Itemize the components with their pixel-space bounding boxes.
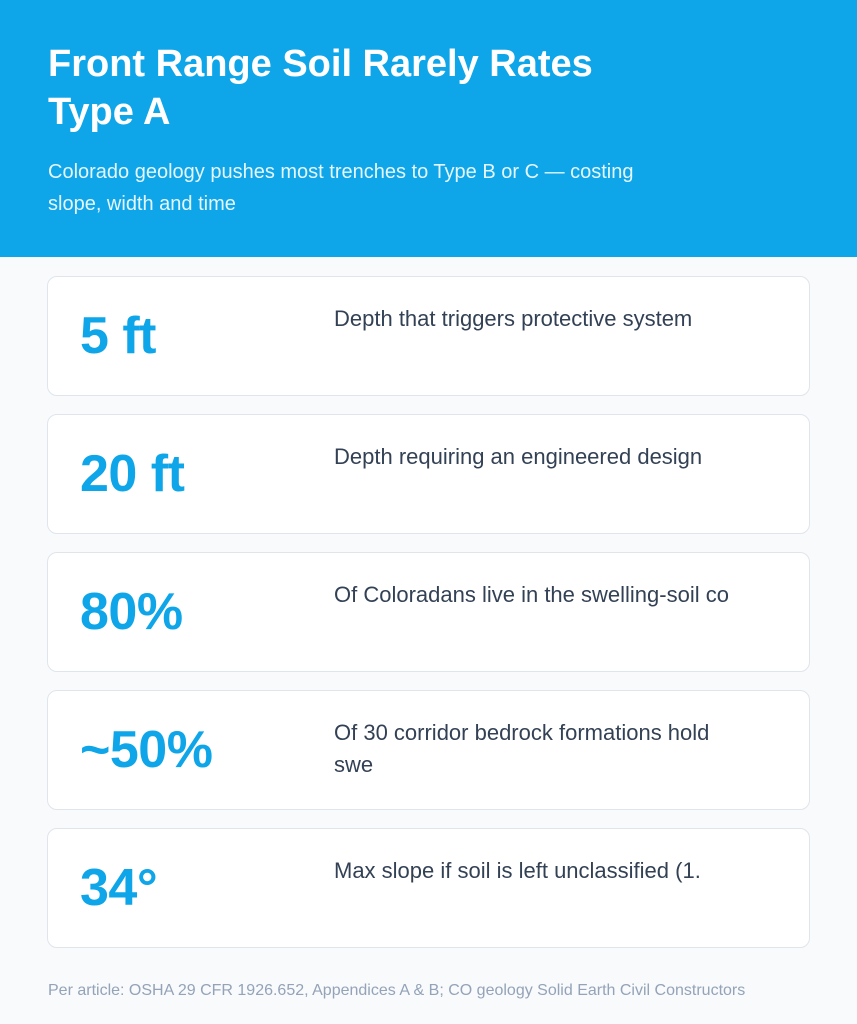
stat-card [47,828,810,948]
stat-value: 80% [80,583,183,641]
stat-value: 5 ft [80,307,156,365]
stat-card [47,690,810,810]
source-footnote: Per article: OSHA 29 CFR 1926.652, Appendices A & B; CO geology Solid Earth Civil Constructors [48,982,746,999]
stat-card-list [47,276,810,966]
header-banner [0,0,857,257]
stat-description: Depth requiring an engineered design [334,444,703,469]
stat-description: Of Coloradans live in the swelling-soil co [334,582,729,607]
stat-value: ~50% [80,721,213,779]
stat-value: 34° [80,859,158,917]
stat-value: 20 ft [80,445,185,503]
stat-card [47,276,810,396]
page-subtitle: Colorado geology pushes most trenches to Type B or C — costing slope, width and time [48,161,634,215]
stat-description: Depth that triggers protective system [334,306,693,331]
stat-card [47,552,810,672]
page-title: Front Range Soil Rarely Rates Type A [48,43,593,133]
stat-description: Max slope if soil is left unclassified (1. [334,858,701,883]
stat-card [47,414,810,534]
stat-description: Of 30 corridor bedrock formations hold swe [334,720,710,777]
